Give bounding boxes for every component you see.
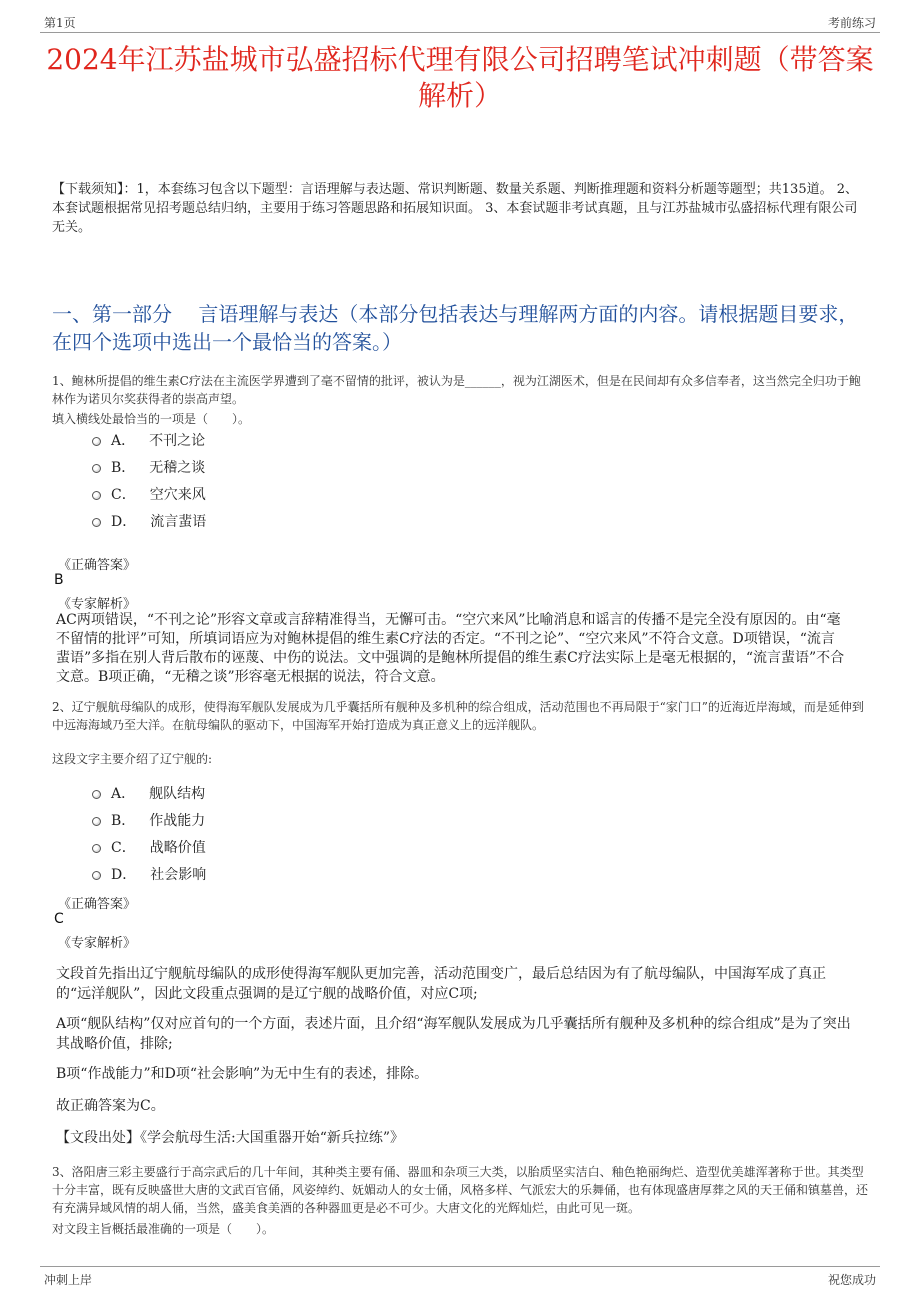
question-1-option-d[interactable]: [92, 511, 206, 531]
question-1-prompt: 填入横线处最恰当的一项是（ ）。: [52, 412, 251, 426]
option-key: A．: [111, 786, 136, 802]
footer-divider: [40, 1266, 880, 1267]
option-text: 社会影响: [150, 867, 207, 883]
radio-icon[interactable]: [92, 844, 101, 853]
document-title: 2024年江苏盐城市弘盛招标代理有限公司招聘笔试冲刺题（带答案解析）: [46, 43, 874, 112]
option-text: 战略价值: [149, 840, 206, 856]
question-2-analysis-p1: 文段首先指出辽宁舰航母编队的成形使得海军舰队更加完善，活动范围变广，最后总结因为有了航母编队，中国海军成了真正的“远洋舰队”，因此文段重点强调的是辽宁舰的战略价值，对应C项;: [56, 966, 826, 1002]
page-number-label: 第1页: [44, 16, 76, 30]
question-2-analysis-p4: 故正确答案为C。: [56, 1098, 165, 1114]
question-2-answer: C: [54, 911, 64, 927]
question-2-option-c[interactable]: [92, 837, 206, 857]
analysis-label: 《专家解析》: [58, 936, 137, 951]
option-text: 不刊之论: [149, 433, 206, 449]
radio-icon[interactable]: [92, 871, 101, 880]
footer-right-label: 祝您成功: [827, 1273, 876, 1287]
option-text: 空穴来风: [149, 487, 206, 503]
question-2-analysis-p2: A项“舰队结构”仅对应首句的一个方面，表述片面，且介绍“海军舰队发展成为几乎囊括所有舰种及多机种的综合组成”是为了突出其战略价值，排除;: [56, 1016, 851, 1052]
download-notice: 【下载须知】：1，本套练习包含以下题型：言语理解与表达题、常识判断题、数量关系题、判断推理题和资料分析题等题型；共135道。 2、本套试题根据常见招考题总结归纳，主要用于练习答题思路和拓展知识面。 3、本套试题非考试真题，且与江苏盐城市弘盛招标代理有限公司无关。: [52, 182, 858, 235]
question-2-prompt: 这段文字主要介绍了辽宁舰的:: [52, 752, 213, 766]
answer-label: 《正确答案》: [58, 558, 137, 573]
option-key: B．: [111, 460, 136, 476]
analysis-label: 《专家解析》: [58, 597, 137, 612]
radio-icon[interactable]: [92, 790, 101, 799]
radio-icon[interactable]: [92, 437, 101, 446]
question-2-stem: 2、辽宁舰航母编队的成形，使得海军舰队发展成为几乎囊括所有舰种及多机种的综合组成，活动范围也不再局限于“家门口”的近海近岸海域，而是延伸到中远海海域乃至大洋。在航母编队的驱动下，中国海军开始打造成为真正意义上的远洋舰队。: [52, 700, 864, 732]
option-key: D．: [111, 867, 137, 883]
radio-icon[interactable]: [92, 817, 101, 826]
question-2-option-b[interactable]: [92, 810, 205, 830]
option-key: D．: [111, 514, 137, 530]
option-key: B．: [111, 813, 136, 829]
question-2-source: 【文段出处】《学会航母生活:大国重器开始“新兵拉练”》: [56, 1130, 405, 1146]
question-1-option-b[interactable]: [92, 457, 205, 477]
radio-icon[interactable]: [92, 491, 101, 500]
option-text: 舰队结构: [149, 786, 206, 802]
question-3-stem: 3、洛阳唐三彩主要盛行于高宗武后的几十年间，其种类主要有俑、器皿和杂项三大类，以胎质坚实洁白、釉色艳丽绚烂、造型优美雄浑著称于世。其类型十分丰富，既有反映盛世大唐的文武百官俑，风姿绰约、妩媚动人的女士俑，风格多样、气派宏大的乐舞俑，也有体现盛唐厚葬之风的天王俑和镇墓兽，还有充满异域风情的胡人俑，当然，盛美食美酒的各种器皿更是必不可少。大唐文化的光辉灿烂，由此可见一斑。: [52, 1165, 869, 1215]
question-1-answer: B: [54, 572, 64, 588]
radio-icon[interactable]: [92, 518, 101, 527]
question-1-stem: 1、鲍林所提倡的维生素C疗法在主流医学界遭到了毫不留情的批评，被认为是______，视为江湖医术，但是在民间却有众多信奉者，这当然完全归功于鲍林作为诺贝尔奖获得者的崇高声望。: [52, 374, 861, 406]
option-key: C．: [111, 840, 136, 856]
question-2-option-d[interactable]: [92, 864, 206, 884]
option-text: 无稽之谈: [149, 460, 206, 476]
question-2-option-a[interactable]: [92, 783, 205, 803]
option-key: C．: [111, 487, 136, 503]
question-1-option-a[interactable]: [92, 430, 205, 450]
radio-icon[interactable]: [92, 464, 101, 473]
answer-label: 《正确答案》: [58, 897, 137, 912]
option-text: 流言蜚语: [150, 514, 207, 530]
question-3-prompt: 对文段主旨概括最准确的一项是（ ）。: [52, 1222, 275, 1236]
header-right-label: 考前练习: [827, 16, 876, 30]
question-1-analysis: AC两项错误，“不刊之论”形容文章或言辞精准得当，无懈可击。“空穴来风”比喻消息和谣言的传播不是完全没有原因的。由“毫不留情的批评”可知，所填词语应为对鲍林提倡的维生素C疗法的否定。“不刊之论”、“空穴来风”不符合文意。D项错误，“流言蜚语”多指在别人背后散布的诬蔑、中伤的说法。文中强调的是鲍林所提倡的维生素C疗法实际上是毫无根据的，“流言蜚语”不合文意。B项正确，“无稽之谈”形容毫无根据的说法，符合文意。: [56, 612, 845, 685]
section-heading: 一、第一部分 言语理解与表达（本部分包括表达与理解两方面的内容。请根据题目要求，在四个选项中选出一个最恰当的答案。）: [52, 302, 859, 354]
header-divider: [40, 32, 880, 33]
question-2-analysis-p3: B项“作战能力”和D项“社会影响”为无中生有的表述，排除。: [56, 1066, 429, 1082]
question-1-option-c[interactable]: [92, 484, 206, 504]
option-key: A．: [111, 433, 136, 449]
option-text: 作战能力: [149, 813, 206, 829]
footer-left-label: 冲刺上岸: [44, 1273, 93, 1287]
